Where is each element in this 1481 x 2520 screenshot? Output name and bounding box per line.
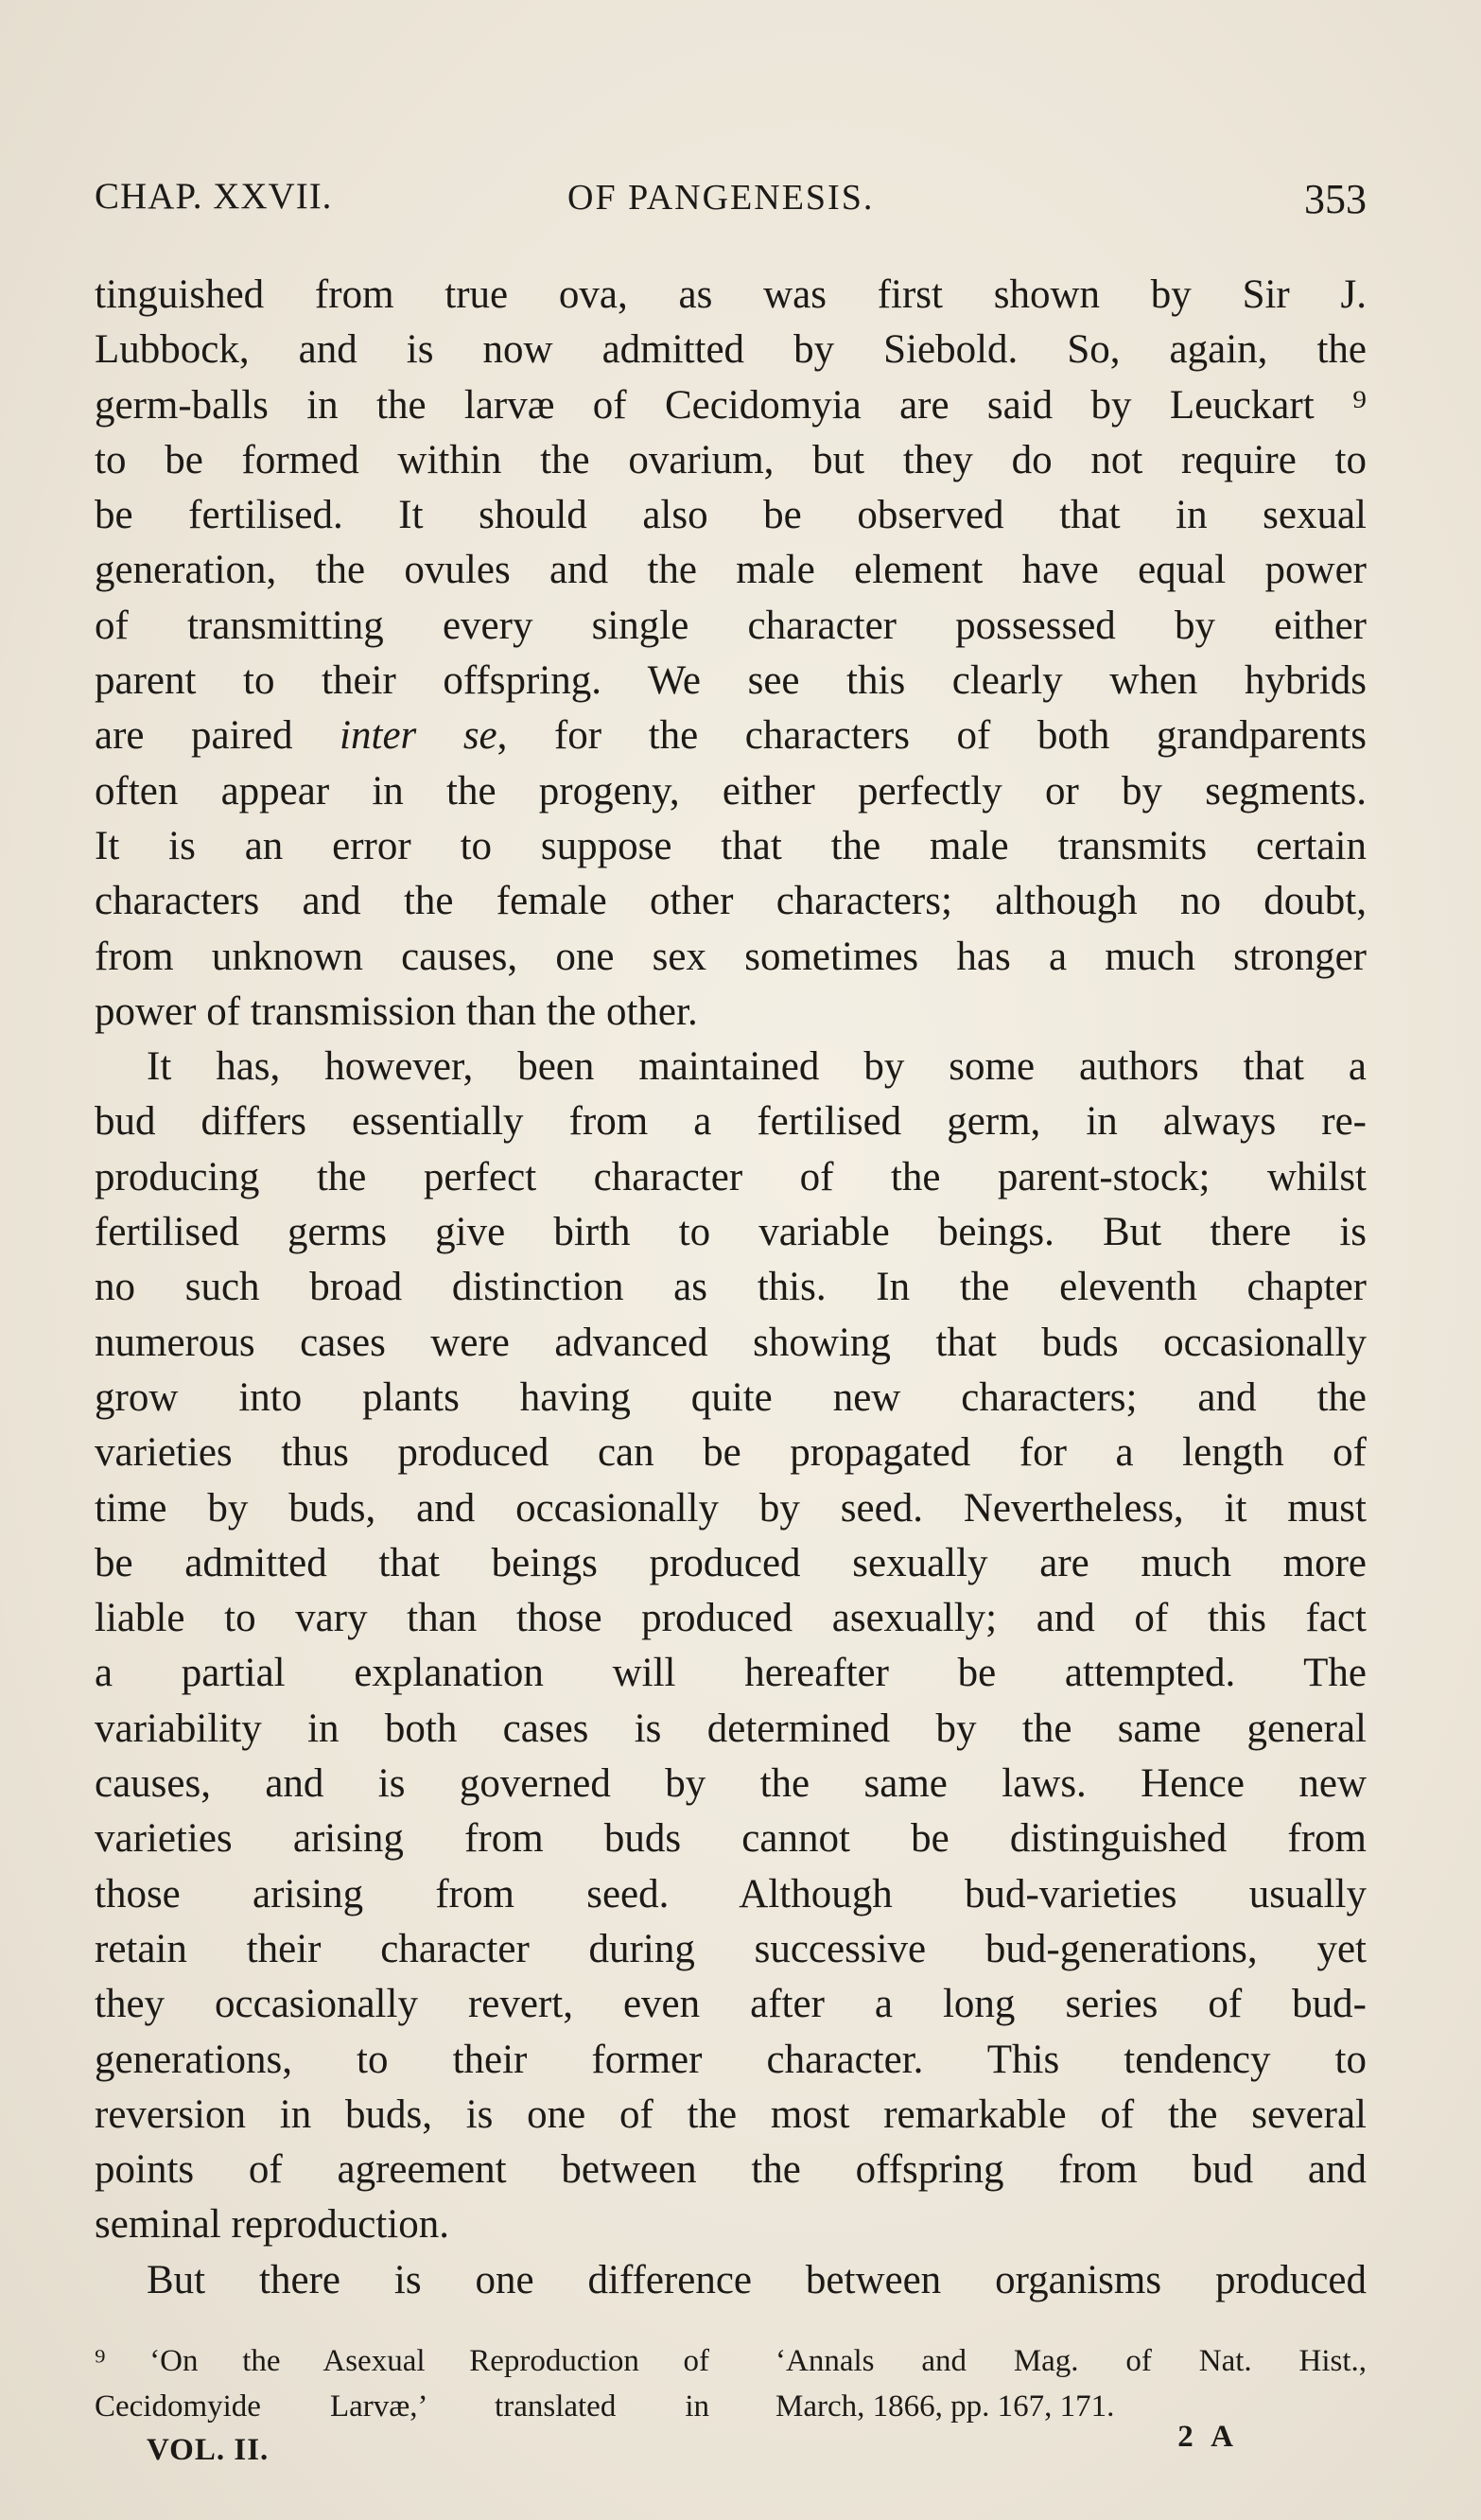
signature-mark: 2 A (1177, 2420, 1239, 2454)
text-line: they occasionally revert, even after a long series of bud- (95, 1982, 1367, 2027)
text-line: no such broad distinction as this. In the eleventh chapter (95, 1265, 1367, 1310)
page-number: 353 (1304, 176, 1367, 222)
text-line: from unknown causes, one sex sometimes has a much stronger (95, 934, 1367, 979)
italic-phrase: inter se (340, 713, 497, 759)
text-line: time by buds, and occasionally by seed. Nevertheless, it must (95, 1485, 1367, 1531)
text-line: are paired inter se, for the characters of both grandparents (95, 713, 1367, 759)
text-line: variability in both cases is determined by the same general (95, 1706, 1367, 1751)
text-line: be fertilised. It should also be observed that in sexual (95, 493, 1367, 538)
text-line: liable to vary than those produced asexually; and of this fact (95, 1596, 1367, 1641)
text-line: often appear in the progeny, either perfectly or by segments. (95, 768, 1367, 814)
text-line: generations, to their former character. This tendency to (95, 2037, 1367, 2082)
text-line: parent to their offspring. We see this clearly when hybrids (95, 658, 1367, 704)
footnote-left-column (95, 2338, 709, 2429)
footnote-line: ‘Annals and Mag. of Nat. Hist., (775, 2344, 1367, 2378)
text-line: varieties arising from buds cannot be distinguished from (95, 1816, 1367, 1862)
text-line: It is an error to suppose that the male transmits certain (95, 823, 1367, 868)
text-line: fertilised germs give birth to variable beings. But there is (95, 1210, 1367, 1255)
text-line: generation, the ovules and the male element have equal power (95, 548, 1367, 593)
footnote-right-column (775, 2338, 1367, 2429)
text-line: It has, however, been maintained by some authors that a (147, 1044, 1367, 1090)
text-line: a partial explanation will hereafter be attempted. The (95, 1651, 1367, 1696)
text-line: bud differs essentially from a fertilised germ, in always re- (95, 1099, 1367, 1145)
running-title: OF PANGENESIS. (567, 178, 875, 218)
text-line: numerous cases were advanced showing that buds occasionally (95, 1320, 1367, 1365)
text-line: retain their character during successive bud-generations, yet (95, 1926, 1367, 1971)
footnote-line: March, 1866, pp. 167, 171. (775, 2389, 1115, 2424)
text-line: be admitted that beings produced sexually are much more (95, 1540, 1367, 1585)
text-line: grow into plants having quite new characters; and the (95, 1374, 1367, 1420)
body-text (95, 268, 1367, 2308)
volume-label: VOL. II. (147, 2433, 270, 2467)
text-line: tinguished from true ova, as was first shown by Sir J. (95, 272, 1367, 317)
text-line: Lubbock, and is now admitted by Siebold. So, again, the (95, 327, 1367, 373)
text-line: of transmitting every single character possessed by either (95, 603, 1367, 648)
text-line: producing the perfect character of the parent-stock; whilst (95, 1154, 1367, 1199)
text-line: seminal reproduction. (95, 2202, 449, 2248)
footnote (95, 2338, 1367, 2433)
page-footer (95, 2420, 1367, 2480)
footnote-line: ⁹ ‘On the Asexual Reproduction of (95, 2344, 709, 2378)
text-line: varieties thus produced can be propagated for a length of (95, 1430, 1367, 1476)
running-header (95, 175, 1367, 232)
text-line: But there is one difference between organisms produced (147, 2257, 1367, 2302)
text-line: those arising from seed. Although bud-varieties usually (95, 1871, 1367, 1916)
chapter-label: CHAP. XXVII. (95, 176, 333, 217)
text-line: to be formed within the ovarium, but they do not require to (95, 437, 1367, 482)
text-line: causes, and is governed by the same laws. Hence new (95, 1761, 1367, 1807)
text-line: power of transmission than the other. (95, 989, 698, 1034)
footnote-line: Cecidomyide Larvæ,’ translated in (95, 2389, 709, 2424)
text-line: reversion in buds, is one of the most remarkable of the several (95, 2091, 1367, 2137)
text-line: characters and the female other characters; although no doubt, (95, 879, 1367, 924)
text-line: points of agreement between the offspring from bud and (95, 2147, 1367, 2193)
text-line: germ-balls in the larvæ of Cecidomyia are said by Leuckart ⁹ (95, 382, 1367, 428)
